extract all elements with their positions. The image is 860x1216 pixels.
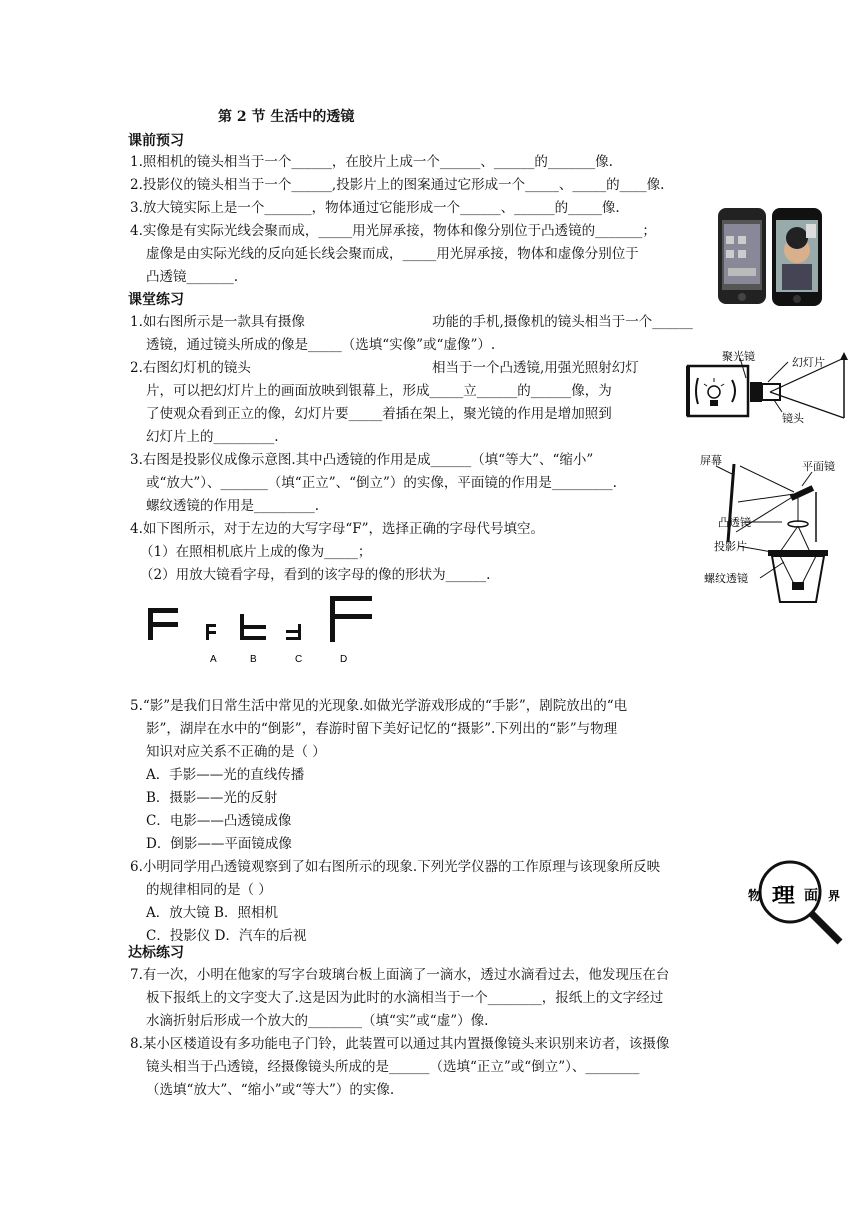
preview-q4-line1: 4.实像是有实际光线会聚而成，_____用光屏承接，物体和像分别位于凸透镜的_______；: [130, 223, 656, 239]
class-q5-line1: 5.“影”是我们日常生活中常见的光现象.如做光学游戏形成的“手影”，剧院放出的“电: [130, 698, 628, 714]
option-c-label: C: [295, 654, 303, 665]
label-condenser: 聚光镜: [722, 351, 755, 363]
class-q1-line2: 透镜，通过镜头所成的像是_____（选填“实像”或“虚像”）.: [146, 337, 496, 353]
class-q1-line1b: 功能的手机,摄像机的镜头相当于一个______: [432, 314, 693, 330]
class-q2-line1b: 相当于一个凸透镜,用强光照射幻灯: [432, 360, 639, 376]
label-lens: 镜头: [782, 413, 804, 425]
class-q3-line1: 3.右图是投影仪成像示意图.其中凸透镜的作用是成______（填“等大”、“缩小”: [130, 452, 594, 468]
mastery-q7-line2: 板下报纸上的文字变大了.这是因为此时的水滴相当于一个________，报纸上的文字经过: [146, 990, 664, 1006]
label-screen: 屏幕: [700, 455, 722, 467]
mastery-q8-line3: （选填“放大”、“缩小”或“等大”）的实像.: [146, 1082, 395, 1098]
class-q6-line1: 6.小明同学用凸透镜观察到了如右图所示的现象.下列光学仪器的工作原理与该现象所反映: [130, 859, 661, 875]
label-mirror: 平面镜: [802, 461, 835, 473]
class-q5-option-a: A．手影——光的直线传播: [146, 767, 305, 783]
option-d-label: D: [340, 654, 348, 665]
class-q3-line3: 螺纹透镜的作用是_________.: [146, 498, 320, 514]
letter-f-figure: [140, 592, 390, 670]
magnifier-text-left: 物: [748, 889, 762, 904]
phone-figure: [716, 206, 828, 310]
option-a-label: A: [210, 654, 217, 665]
magnifier-text-right1: 面: [804, 888, 818, 904]
option-d-image: [330, 596, 372, 642]
class-q5-option-c: C．电影——凸透镜成像: [146, 813, 292, 829]
section-class-practice: 课堂练习: [128, 292, 184, 308]
magnifier-figure: [742, 856, 850, 948]
label-film: 投影片: [714, 541, 747, 553]
magnifier-text-right2: 界: [828, 889, 841, 903]
mastery-q7-line1: 7.有一次，小明在他家的写字台玻璃台板上面滴了一滴水，透过水滴看过去，他发现压在台: [130, 967, 670, 983]
option-b-label: B: [250, 654, 257, 665]
class-q1-line1a: 1.如右图所示是一款具有摄像: [130, 314, 305, 330]
slide-projector-figure: [684, 348, 850, 426]
class-q2-line1a: 2.右图幻灯机的镜头: [130, 360, 251, 376]
overhead-projector-figure: [698, 452, 838, 608]
class-q4-line1: 4.如下图所示，对于左边的大写字母“F”，选择正确的字母代号填空。: [130, 521, 545, 537]
mastery-q8-line2: 镜头相当于凸透镜，经摄像镜头所成的是______（选填“正立”或“倒立”）、________: [146, 1059, 640, 1075]
option-a-image: [206, 624, 216, 640]
preview-q4-line2: 虚像是由实际光线的反向延长线会聚而成，_____用光屏承接，物体和虚像分别位于: [146, 246, 639, 262]
original-letter-f: [148, 608, 178, 640]
class-q5-option-b: B．摄影——光的反射: [146, 790, 278, 806]
class-q6-options-cd: C．投影仪 D．汽车的后视: [146, 928, 307, 944]
class-q4-line2: （1）在照相机底片上成的像为_____；: [140, 544, 372, 560]
preview-q4-line3: 凸透镜_______.: [146, 269, 239, 285]
class-q6-options-ab: A．放大镜 B．照相机: [146, 905, 278, 921]
class-q6-line2: 的规律相同的是（ ）: [146, 882, 272, 898]
class-q4-line3: （2）用放大镜看字母，看到的该字母的像的形状为______.: [140, 567, 491, 583]
section-preview: 课前预习: [128, 133, 184, 149]
label-fresnel: 螺纹透镜: [704, 573, 748, 585]
mastery-q7-line3: 水滴折射后形成一个放大的________（填“实”或“虚”）像.: [146, 1013, 489, 1029]
class-q3-line2: 或“放大”）、_______（填“正立”、“倒立”）的实像，平面镜的作用是_________.: [146, 475, 617, 491]
magnifier-text-mid: 理: [771, 884, 795, 908]
preview-q2: 2.投影仪的镜头相当于一个______,投影片上的图案通过它形成一个_____、_____的____像.: [130, 177, 665, 193]
preview-q1: 1.照相机的镜头相当于一个______，在胶片上成一个______、______的_______像.: [130, 154, 613, 170]
option-c-image: [286, 624, 301, 640]
label-slide: 幻灯片: [792, 357, 825, 369]
label-convex: 凸透镜: [718, 517, 751, 529]
class-q2-line2: 片，可以把幻灯片上的画面放映到银幕上，形成_____立______的______像，为: [146, 383, 612, 399]
class-q2-line3: 了使观众看到正立的像，幻灯片要_____着插在架上，聚光镜的作用是增加照到: [146, 406, 612, 422]
preview-q3: 3.放大镜实际上是一个_______，物体通过它能形成一个______、______的_____像.: [130, 200, 620, 216]
section-mastery: 达标练习: [128, 945, 184, 961]
class-q5-line2: 影”，湖岸在水中的“倒影”，春游时留下美好记忆的“摄影”.下列出的“影”与物理: [146, 721, 618, 737]
class-q2-line4: 幻灯片上的_________.: [146, 429, 279, 445]
class-q5-line3: 知识对应关系不正确的是（ ）: [146, 744, 326, 760]
class-q5-option-d: D．倒影——平面镜成像: [146, 836, 292, 852]
option-b-image: [240, 614, 266, 640]
page-title: 第 2 节 生活中的透镜: [218, 109, 355, 125]
mastery-q8-line1: 8.某小区楼道设有多功能电子门铃，此装置可以通过其内置摄像镜头来识别来访者，该摄像: [130, 1036, 670, 1052]
